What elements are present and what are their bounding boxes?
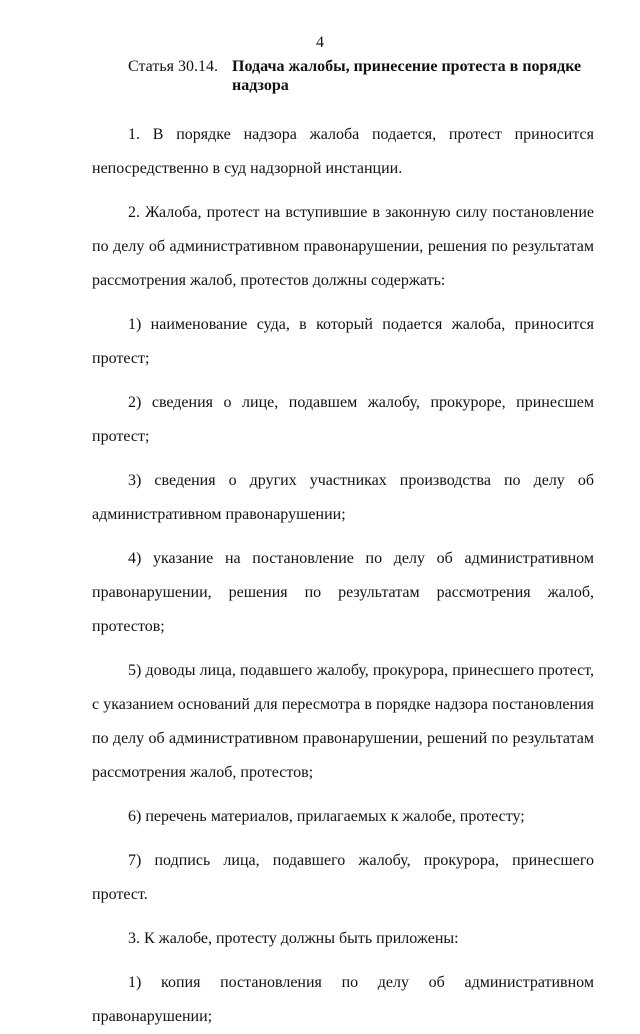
list-item-4: 4) указание на постановление по делу об административном правонарушении, решения по результатам рассмотрения жалоб, протестов; [92,550,594,635]
article-heading [128,57,588,95]
article-title: Подача жалобы, принесение протеста в порядке надзора [232,58,582,94]
article-number: Статья 30.14. [128,58,218,75]
list-item-2: 2) сведения о лице, подавшем жалобу, прокуроре, принесшем протест; [92,394,594,445]
paragraph-1: 1. В порядке надзора жалоба подается, протест приносится непосредственно в суд надзорной инстанции. [92,126,594,177]
list-item-7: 7) подпись лица, подавшего жалобу, прокурора, принесшего протест. [92,852,594,903]
page-number: 4 [316,34,324,51]
list-item-6: 6) перечень материалов, прилагаемых к жалобе, протесту; [128,808,525,825]
list-item-5: 5) доводы лица, подавшего жалобу, прокурора, принесшего протест, с указанием оснований для пересмотра в порядке надзора постановления по делу об административном правонарушении, решений по результатам рассмотрения жалоб, протестов; [92,662,594,781]
paragraph-2: 2. Жалоба, протест на вступившие в законную силу постановление по делу об административном правонарушении, решения по результатам рассмотрения жалоб, протестов должны содержать: [92,204,594,289]
paragraph-3: 3. К жалобе, протесту должны быть приложены: [128,930,459,947]
attachment-item-1: 1) копия постановления по делу об административном правонарушении; [92,974,594,1025]
article-body [92,118,594,1034]
list-item-1: 1) наименование суда, в который подается жалоба, приносится протест; [92,316,594,367]
list-item-3: 3) сведения о других участниках производства по делу об административном правонарушении; [92,472,594,523]
